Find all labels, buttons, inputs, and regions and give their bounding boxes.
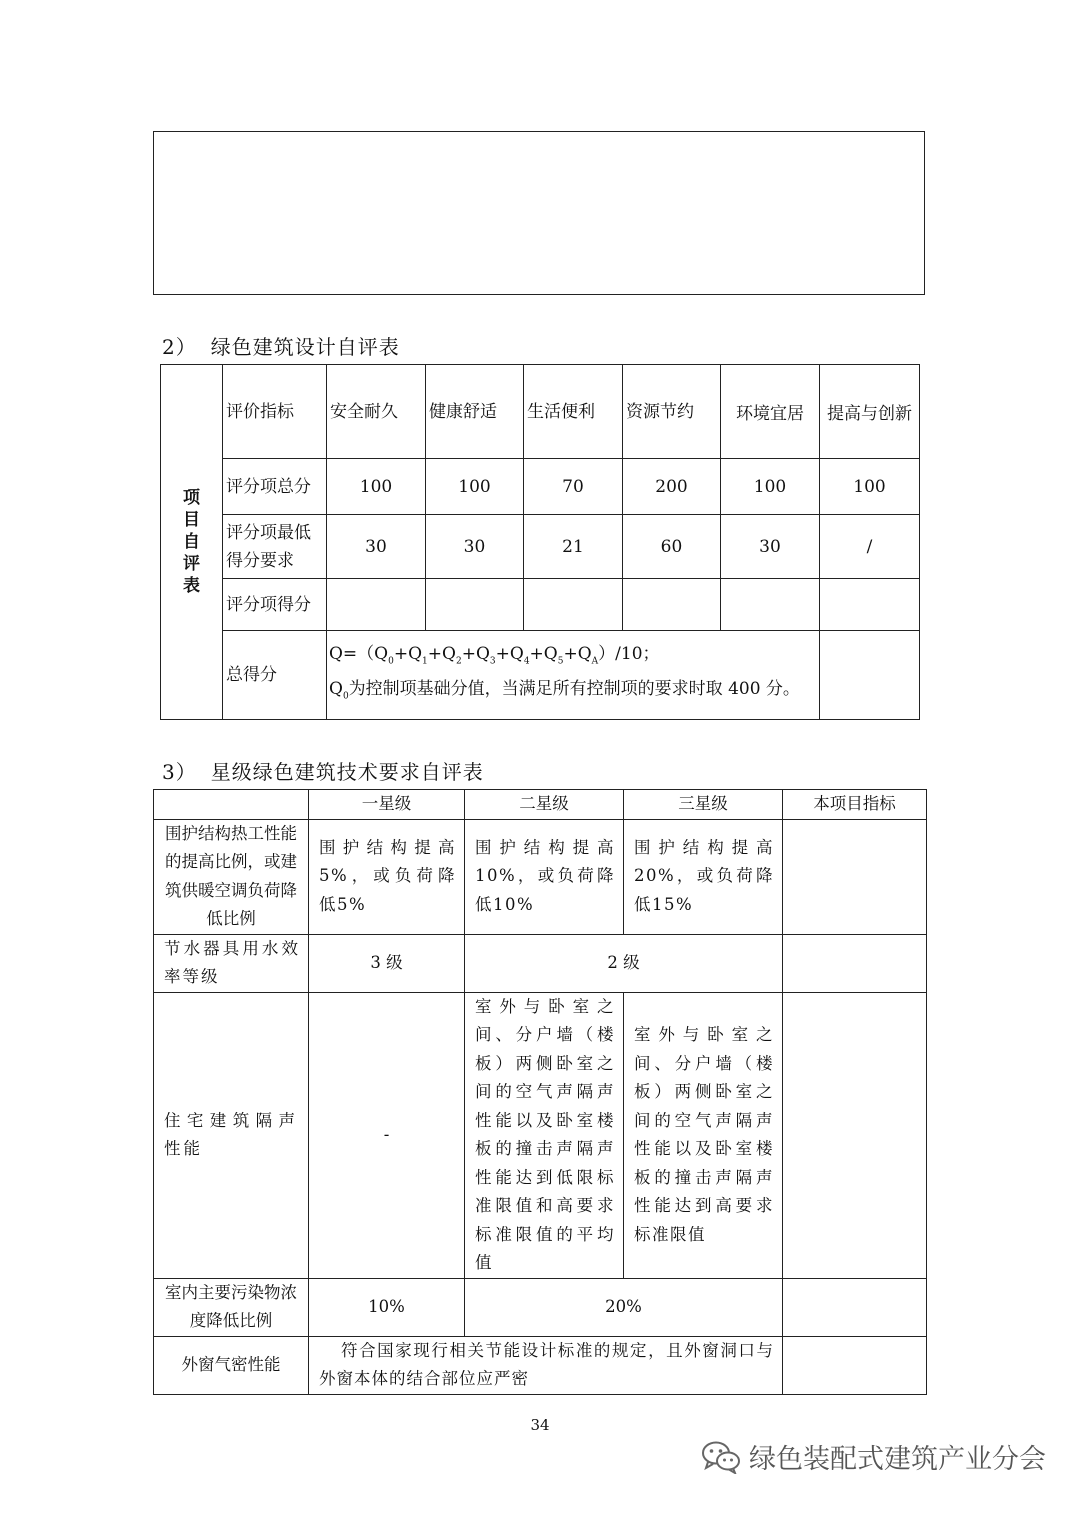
envelope-project-cell[interactable]: [783, 819, 927, 934]
pollutant-two-three-star: 20%: [465, 1278, 783, 1336]
window-requirement: 符合国家现行相关节能设计标准的规定，且外窗洞口与外窗本体的结合部位应严密: [309, 1336, 783, 1394]
header-innovation: 提高与创新: [820, 365, 920, 459]
header-safety: 安全耐久: [327, 365, 426, 459]
window-project-cell[interactable]: [783, 1336, 927, 1394]
water-one-star: 3 级: [309, 934, 465, 992]
watermark-text: 绿色装配式建筑产业分会: [749, 1444, 1046, 1475]
star-rating-requirements-table: [153, 789, 927, 1395]
pollutant-label: 室内主要污染物浓度降低比例: [154, 1278, 309, 1336]
section3-number: 3）: [162, 760, 197, 784]
min-value: 60: [623, 515, 721, 579]
pollutant-project-cell[interactable]: [783, 1278, 927, 1336]
min-value: /: [820, 515, 920, 579]
total-value: 100: [820, 459, 920, 515]
sound-label: 住宅建筑隔声性能: [154, 992, 309, 1278]
header-convenience: 生活便利: [524, 365, 623, 459]
total-value: 100: [721, 459, 820, 515]
header-health: 健康舒适: [426, 365, 524, 459]
header-one-star: 一星级: [309, 790, 465, 820]
header-empty: [154, 790, 309, 820]
side-label: 项 目 自 评 表: [161, 365, 223, 720]
min-value: 30: [426, 515, 524, 579]
score-row-label: 评分项得分: [223, 579, 327, 631]
total-score-formula: [327, 631, 820, 720]
design-self-assessment-table: [160, 364, 920, 720]
score-cell[interactable]: [721, 579, 820, 631]
formula-line: $Q=(Q_0+Q_1+Q_2+Q_3+Q_4+Q_5+Q_A)/10$；: [329, 643, 660, 666]
window-label: 外窗气密性能: [154, 1336, 309, 1394]
section2-heading: [162, 331, 400, 360]
min-row-label: 评分项最低 得分要求: [223, 515, 327, 579]
total-row-label: 评分项总分: [223, 459, 327, 515]
water-project-cell[interactable]: [783, 934, 927, 992]
score-cell[interactable]: [524, 579, 623, 631]
header-environment: 环境宜居: [721, 365, 820, 459]
formula-note: $Q_0$为控制项基础分值，当满足所有控制项的要求时取 400 分。: [329, 679, 800, 702]
score-cell[interactable]: [426, 579, 524, 631]
min-value: 30: [721, 515, 820, 579]
pollutant-one-star: 10%: [309, 1278, 465, 1336]
section3-heading: [162, 756, 484, 785]
sound-two-star: 室外与卧室之间、分户墙（楼板）两侧卧室之间的空气声隔声性能以及卧室楼板的撞击声隔声性能达到低限标准限值和高要求标准限值的平均值: [465, 992, 624, 1278]
total-value: 100: [327, 459, 426, 515]
total-value: 70: [524, 459, 623, 515]
header-indicator: 评价指标: [223, 365, 327, 459]
sound-one-star: -: [309, 992, 465, 1278]
total-score-cell[interactable]: [820, 631, 920, 720]
header-project-indicator: 本项目指标: [783, 790, 927, 820]
section2-title: 绿色建筑设计自评表: [210, 335, 400, 359]
header-two-star: 二星级: [465, 790, 624, 820]
header-three-star: 三星级: [624, 790, 783, 820]
score-cell[interactable]: [327, 579, 426, 631]
section3-title: 星级绿色建筑技术要求自评表: [210, 760, 484, 784]
envelope-two-star: 围护结构提高10%，或负荷降低10%: [465, 819, 624, 934]
envelope-one-star: 围护结构提高5%，或负荷降低5%: [309, 819, 465, 934]
total-value: 200: [623, 459, 721, 515]
sound-three-star: 室外与卧室之间、分户墙（楼板）两侧卧室之间的空气声隔声性能以及卧室楼板的撞击声隔声性能达到高要求标准限值: [624, 992, 783, 1278]
envelope-label: 围护结构热工性能的提高比例，或建筑供暖空调负荷降低比例: [154, 819, 309, 934]
score-cell[interactable]: [623, 579, 721, 631]
page-number: 34: [530, 1416, 550, 1434]
score-cell[interactable]: [820, 579, 920, 631]
section2-number: 2）: [162, 335, 197, 359]
min-value: 30: [327, 515, 426, 579]
watermark: [701, 1437, 1046, 1476]
envelope-three-star: 围护结构提高20%，或负荷降低15%: [624, 819, 783, 934]
water-two-three-star: 2 级: [465, 934, 783, 992]
min-value: 21: [524, 515, 623, 579]
empty-text-box: [153, 131, 925, 295]
sound-project-cell[interactable]: [783, 992, 927, 1278]
water-label: 节水器具用水效率等级: [154, 934, 309, 992]
header-resource: 资源节约: [623, 365, 721, 459]
total-value: 100: [426, 459, 524, 515]
sum-row-label: 总得分: [223, 631, 327, 720]
wechat-icon: [701, 1440, 741, 1474]
